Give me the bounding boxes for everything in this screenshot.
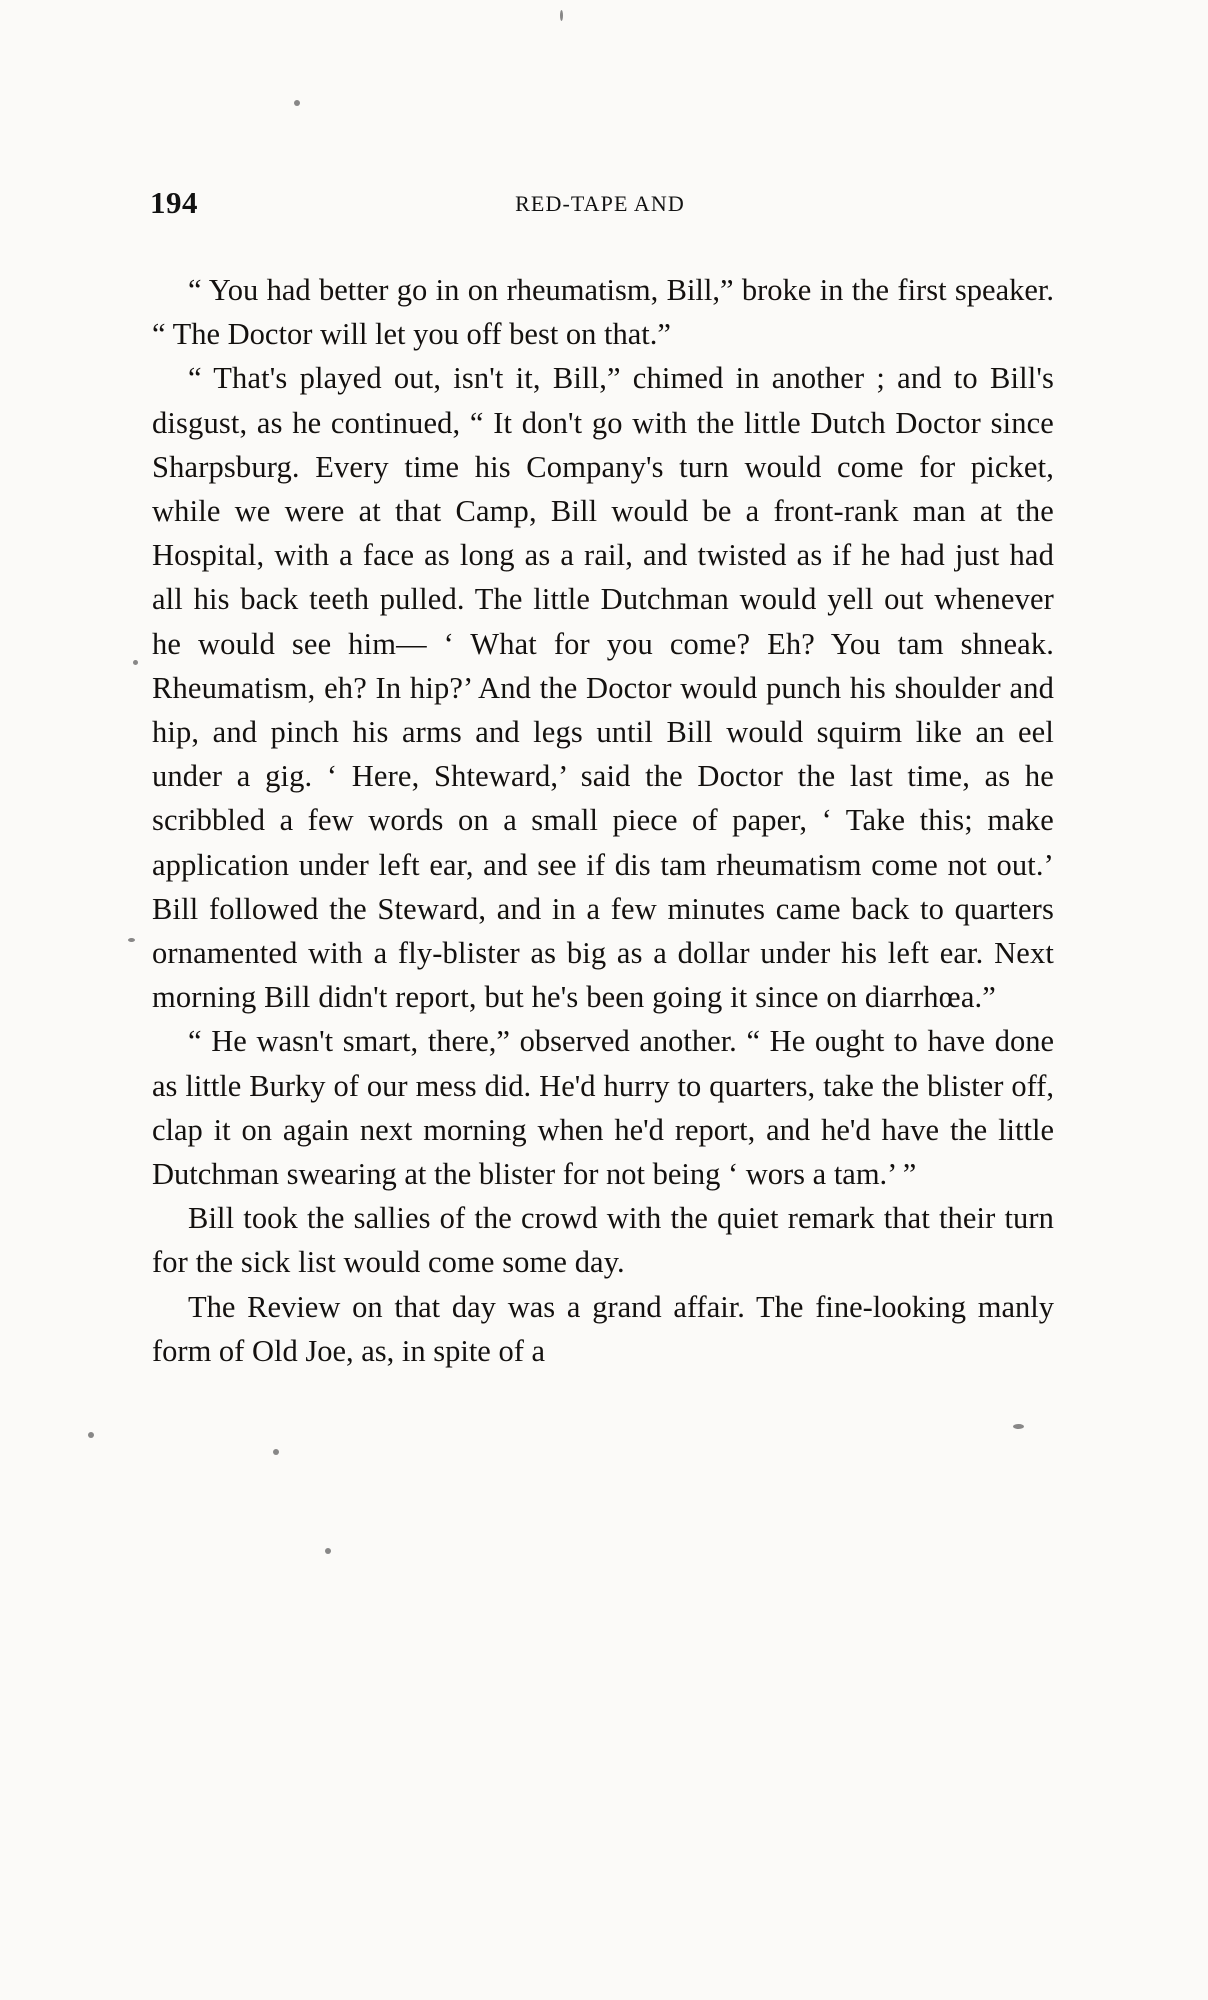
scan-speck	[128, 938, 135, 942]
running-head: RED-TAPE AND	[515, 191, 685, 216]
scan-speck	[133, 660, 138, 665]
paragraph: “ That's played out, isn't it, Bill,” chimed in another ; and to Bill's disgust, as he continued, “ It don't go with the little Dutch Doctor since Sharpsburg. Every time his Company's turn would come for picket, while we were at that Camp, Bill would be a front-rank man at the Hospital, with a face as long as a rail, and twisted as if he had just had all his back teeth pulled. The little Dutchman would yell out whenever he would see him— ‘ What for you come? Eh? You tam shneak. Rheumatism, eh? In hip?’ And the Doctor would punch his shoulder and hip, and pinch his arms and legs until Bill would squirm like an eel under a gig. ‘ Here, Shteward,’ said the Doctor the last time, as he scribbled a few words on a small piece of paper, ‘ Take this; make application under left ear, and see if dis tam rheumatism come not out.’ Bill followed the Steward, and in a few minutes came back to quarters ornamented with a fly-blister as big as a dollar under his left ear. Next morning Bill didn't report, but he's been going it since on diarrhœa.”	[152, 361, 1054, 1015]
paragraph: The Review on that day was a grand affair. The fine-looking manly form of Old Joe, as, in spite of a	[152, 1289, 1054, 1368]
scan-speck	[325, 1548, 331, 1554]
paragraph: “ You had better go in on rheumatism, Bill,” broke in the first speaker. “ The Doctor will let you off best on that.”	[152, 273, 1054, 352]
paragraph: “ He wasn't smart, there,” observed another. “ He ought to have done as little Burky of our mess did. He'd hurry to quarters, take the blister off, clap it on again next morning when he'd report, and he'd have the little Dutchman swearing at the blister for not being ‘ wors a tam.’ ”	[152, 1024, 1054, 1192]
page-body	[152, 268, 1054, 1373]
scan-speck	[88, 1432, 94, 1438]
paragraph: Bill took the sallies of the crowd with the quiet remark that their turn for the sick list would come some day.	[152, 1201, 1054, 1280]
scan-speck	[273, 1449, 279, 1455]
scan-speck	[1013, 1424, 1024, 1429]
scan-speck	[294, 100, 300, 106]
page-number: 194	[150, 185, 198, 220]
page-header	[150, 185, 1050, 225]
scan-speck	[560, 10, 563, 21]
